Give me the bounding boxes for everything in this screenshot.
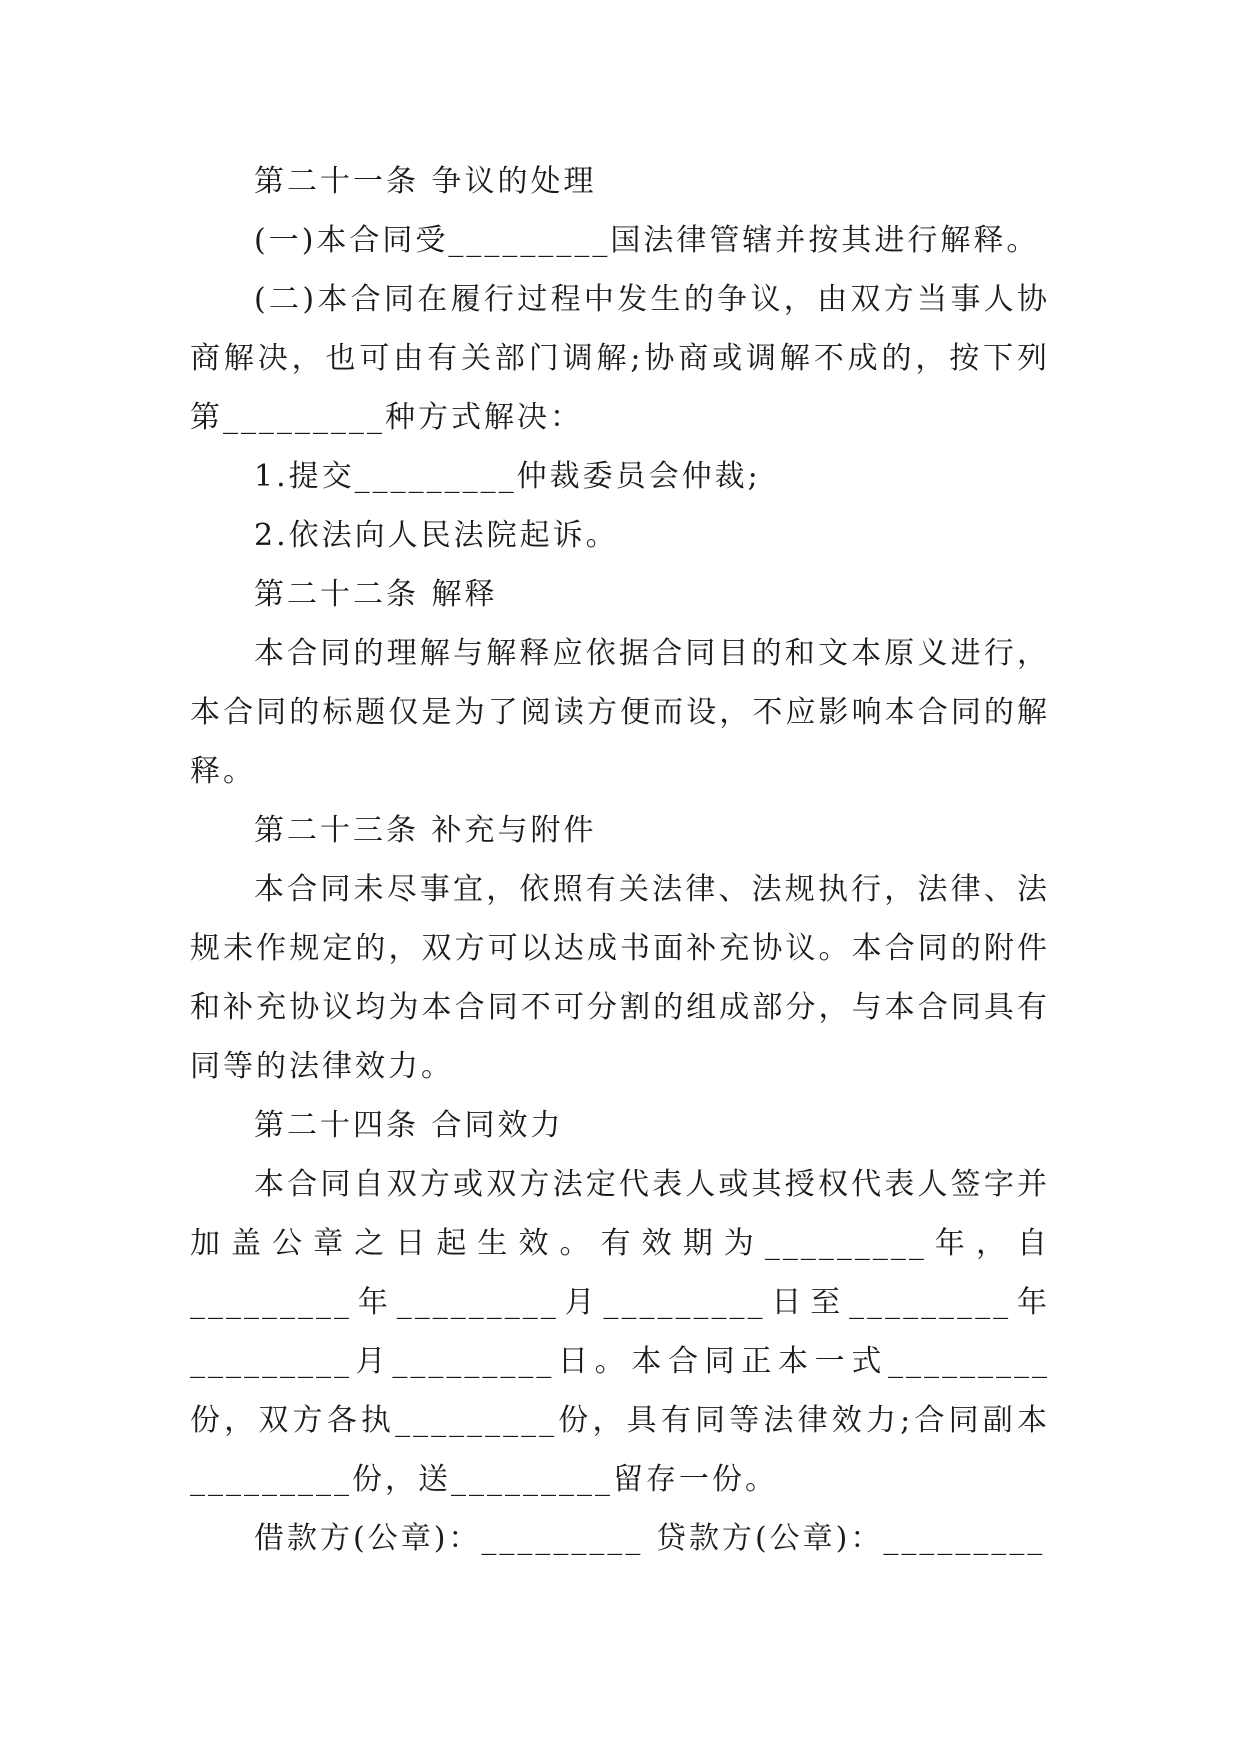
article-21-option-1: 1.提交_________仲裁委员会仲裁; [254,459,761,494]
signature-line: 借款方(公章)：_________ 贷款方(公章)：_________ [254,1521,1046,1556]
article-22-body: 本合同的理解与解释应依据合同目的和文本原义进行，本合同的标题仅是为了阅读方便而设，不应影响本合同的解释。 [190,636,1050,789]
article-23-heading: 第二十三条 补充与附件 [254,813,597,848]
article-21-clause-1: (一)本合同受_________国法律管辖并按其进行解释。 [254,223,1040,258]
article-24-heading: 第二十四条 合同效力 [254,1108,564,1143]
article-23-body: 本合同未尽事宜，依照有关法律、法规执行，法律、法规未作规定的，双方可以达成书面补充协议。本合同的附件和补充协议均为本合同不可分割的组成部分，与本合同具有同等的法律效力。 [190,872,1050,1084]
article-24-body: 本合同自双方或双方法定代表人或其授权代表人签字并加盖公章之日起生效。有效期为_________年，自_________年_________月_________日至_________年_________月_________日。本合同正本一式_________份，双方各执_________份，具有同等法律效力;合同副本_________份，送_________留存一份。 [190,1167,1050,1497]
article-21-heading: 第二十一条 争议的处理 [254,164,597,199]
article-22-heading: 第二十二条 解释 [254,577,498,612]
article-21-option-2: 2.依法向人民法院起诉。 [254,518,619,553]
document-body [190,152,1050,1568]
article-21-clause-2: (二)本合同在履行过程中发生的争议，由双方当事人协商解决，也可由有关部门调解;协商或调解不成的，按下列第_________种方式解决： [190,282,1050,435]
